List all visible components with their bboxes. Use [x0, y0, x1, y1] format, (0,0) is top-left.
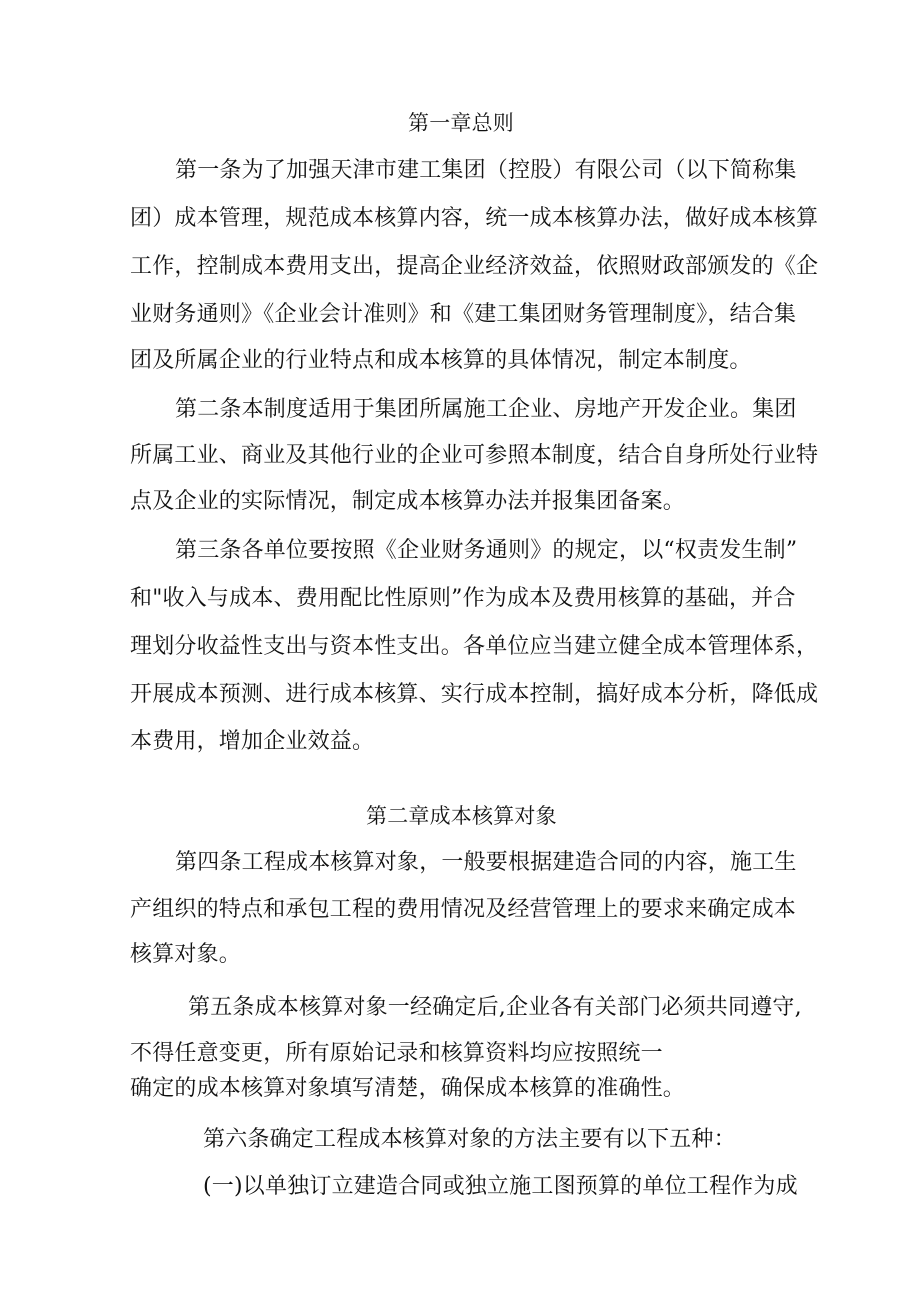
chapter-2-title: 第二章成本核算对象 [366, 804, 557, 828]
article-3-line-1: 第三条各单位要按照《企业财务通则》的规定，以“权责发生制” [175, 538, 798, 563]
article-2-line-2: 所属工业、商业及其他行业的企业可参照本制度，结合自身所处行业特 [130, 443, 819, 468]
article-1-line-4: 业财务通则》《企业会计准则》和《建工集团财务管理制度》，结合集 [130, 302, 797, 327]
article-1-line-2: 团）成本管理，规范成本核算内容，统一成本核算办法，做好成本核算 [130, 206, 819, 231]
article-6-line-1: 第六条确定工程成本核算对象的方法主要有以下五种： [203, 1127, 736, 1152]
article-4-line-2: 产组织的特点和承包工程的费用情况及经营管理上的要求来确定成本 [130, 897, 797, 922]
article-6-item-1-line-1: (一)以单独订立建造合同或独立施工图预算的单位工程作为成 [203, 1174, 798, 1199]
article-3-line-2: 和"收入与成本、费用配比性原则”作为成本及费用核算的基础，并合 [130, 586, 796, 611]
article-1-line-5: 团及所属企业的行业特点和成本核算的具体情况，制定本制度。 [130, 348, 752, 373]
article-3-line-5: 本费用，增加企业效益。 [130, 729, 375, 754]
article-5-line-2: 不得任意变更，所有原始记录和核算资料均应按照统一 [130, 1041, 663, 1066]
article-4-line-3: 核算对象。 [130, 942, 242, 967]
article-2-line-1: 第二条本制度适用于集团所属施工企业、房地产开发企业。集团 [175, 397, 797, 422]
article-5-line-1: 第五条成本核算对象一经确定后,企业各有关部门必须共同遵守, [188, 995, 802, 1020]
article-1-line-3: 工作，控制成本费用支出，提高企业经济效益，依照财政部颁发的《企 [130, 254, 819, 279]
article-3-line-3: 理划分收益性支出与资本性支出。各单位应当建立健全成本管理体系， [130, 634, 819, 659]
chapter-1-title: 第一章总则 [408, 111, 514, 135]
article-1-line-1: 第一条为了加强天津市建工集团（控股）有限公司（以下简称集 [175, 158, 797, 183]
article-2-line-3: 点及企业的实际情况，制定成本核算办法并报集团备案。 [130, 489, 686, 514]
article-5-line-3: 确定的成本核算对象填写清楚，确保成本核算的准确性。 [130, 1076, 686, 1101]
article-4-line-1: 第四条工程成本核算对象，一般要根据建造合同的内容，施工生 [175, 850, 797, 875]
article-3-line-4: 开展成本预测、进行成本核算、实行成本控制，搞好成本分析，降低成 [130, 682, 819, 707]
